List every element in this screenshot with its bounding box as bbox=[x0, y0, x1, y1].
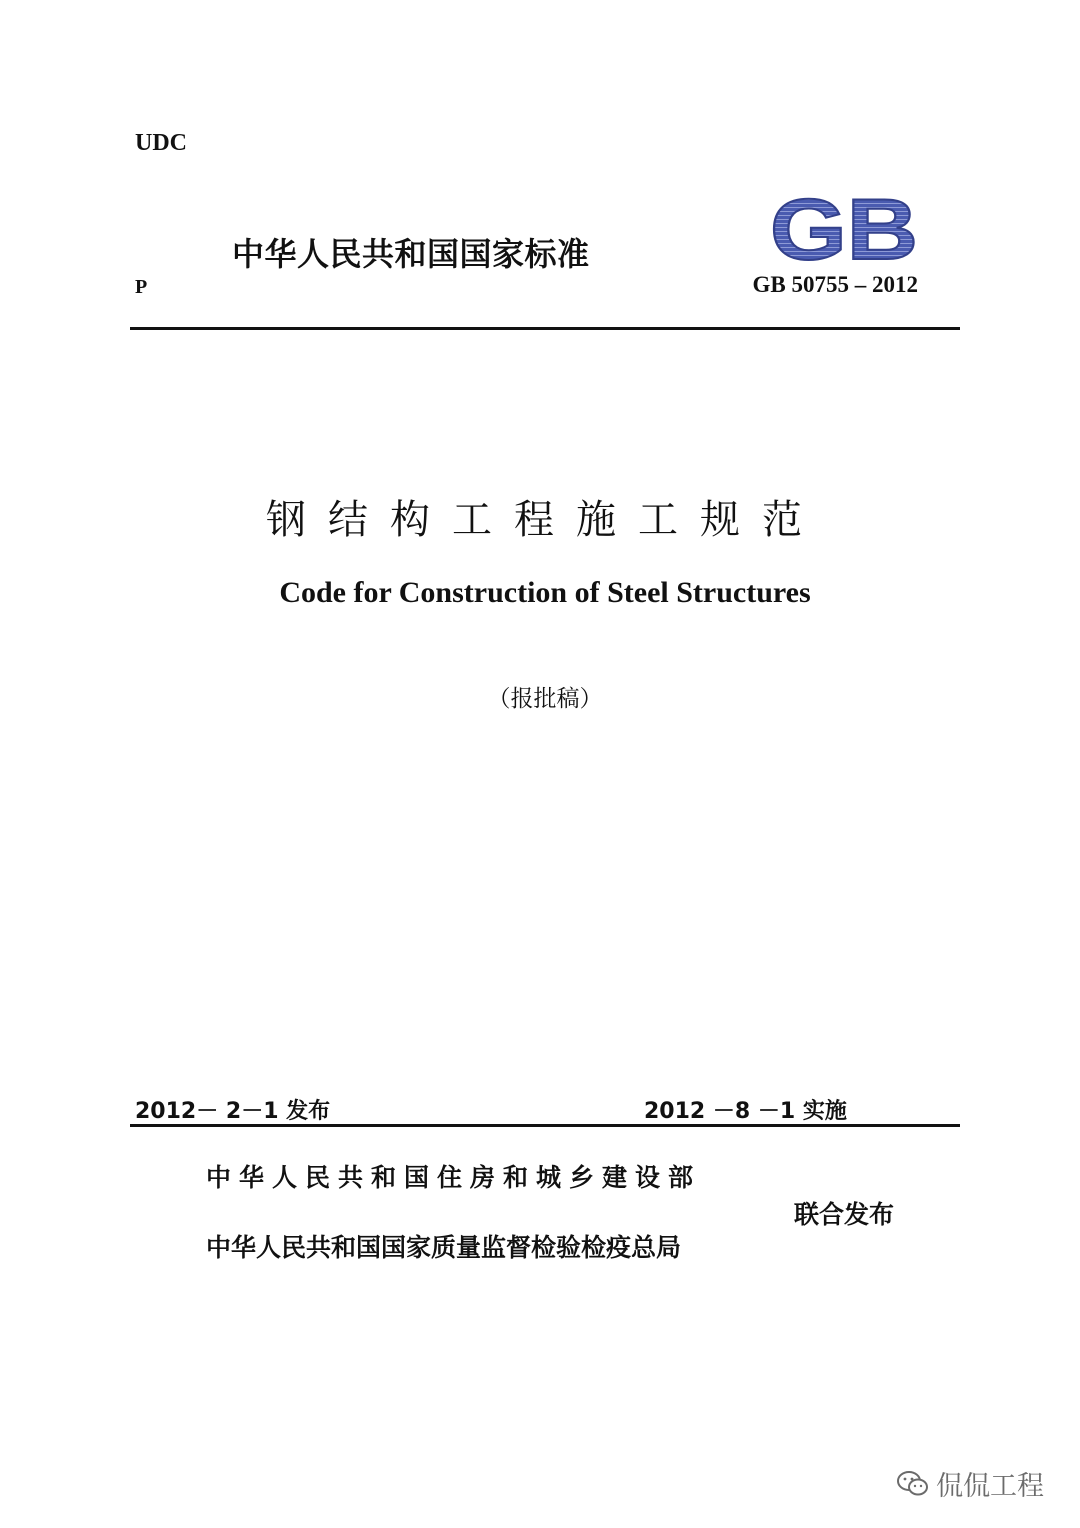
gb-logo-text: GB bbox=[770, 188, 918, 266]
top-rule bbox=[130, 327, 960, 330]
issue-date: 2012－ 2－1 发布 bbox=[135, 1099, 331, 1124]
watermark-text: 侃侃工程 bbox=[936, 1471, 1044, 1502]
standard-code: GB 50755 – 2012 bbox=[752, 272, 918, 297]
effective-date: 2012 －8 －1 实施 bbox=[644, 1099, 847, 1124]
watermark bbox=[896, 1464, 1044, 1503]
standard-name: 中华人民共和国国家标准 bbox=[232, 235, 590, 273]
udc-label: UDC bbox=[135, 130, 187, 156]
bottom-rule bbox=[130, 1124, 960, 1127]
joint-publish-note: 联合发布 bbox=[794, 1200, 895, 1229]
publisher-housing-ministry: 中华人民共和国住房和城乡建设部 bbox=[206, 1163, 702, 1192]
gb-logo bbox=[768, 188, 920, 266]
wechat-icon bbox=[896, 1470, 930, 1498]
publisher-quality-administration: 中华人民共和国国家质量监督检验检疫总局 bbox=[206, 1233, 682, 1262]
title-chinese: 钢结构工程施工规范 bbox=[266, 497, 824, 543]
draft-note: （报批稿） bbox=[487, 686, 603, 712]
title-english: Code for Construction of Steel Structures bbox=[279, 576, 811, 609]
p-label: P bbox=[135, 276, 148, 298]
